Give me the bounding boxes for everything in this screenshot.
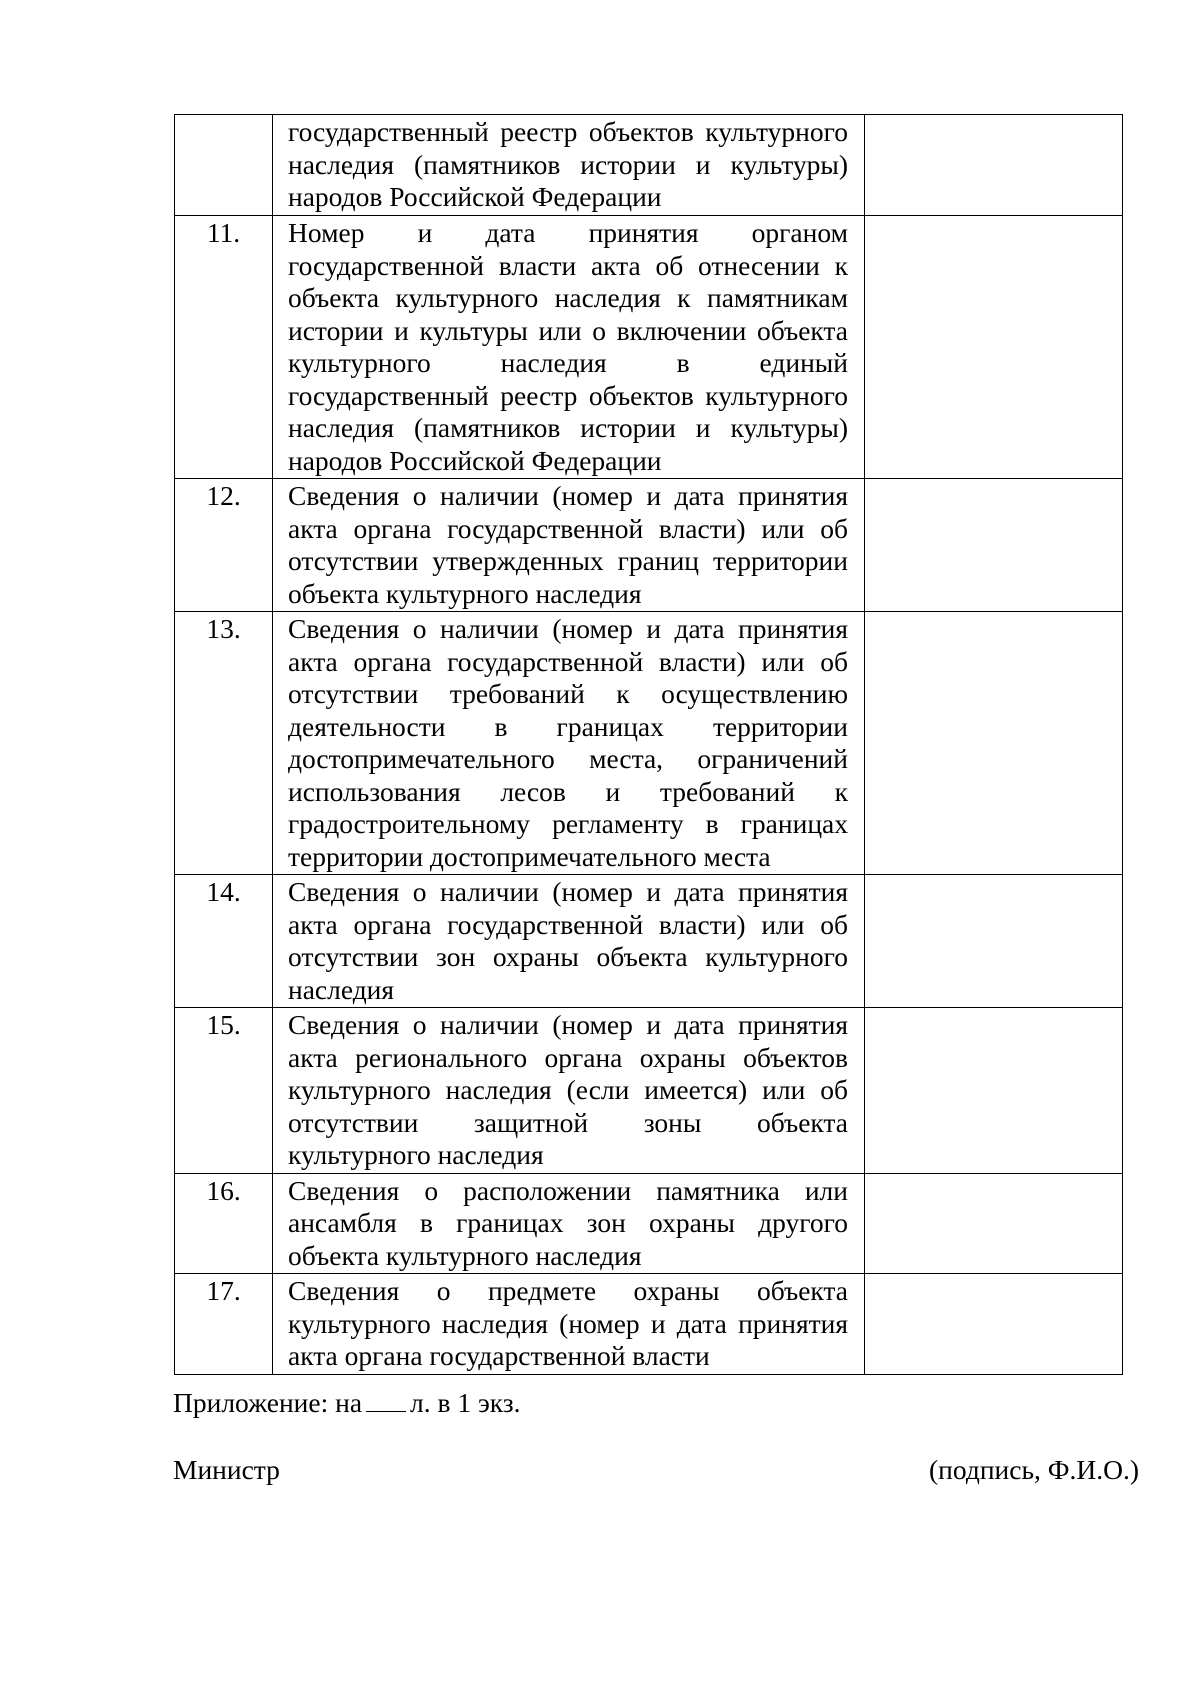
row-number: 17. (206, 1275, 241, 1306)
row-description: Номер и дата принятия органом государственной власти акта об отнесении к объекта культурного наследия к памятникам истории и культуры или о включении объекта культурного наследия в единый государственный реестр объектов культурного наследия (памятников истории и культуры) народов Российской Федерации (273, 216, 865, 479)
row-number: 14. (206, 876, 241, 907)
row-description: Сведения о наличии (номер и дата принятия акта регионального органа охраны объектов культурного наследия (если имеется) или об отсутствии защитной зоны объекта культурного наследия (273, 1008, 865, 1174)
row-number: 13. (206, 613, 241, 644)
row-number: 16. (206, 1174, 241, 1206)
row-number-cell (175, 1173, 273, 1274)
row-value-cell (865, 216, 1123, 479)
row-description: Сведения о наличии (номер и дата принятия акта органа государственной власти) или об отсутствии требований к осуществлению деятельности в границах территории достопримечательного места, ограничений использования лесов и требований к градостроительному регламенту в границах территории достопримечательного места (273, 612, 865, 875)
row-value-cell (865, 1008, 1123, 1174)
row-value-cell (865, 479, 1123, 612)
row-value-cell (865, 612, 1123, 875)
row-number-cell (175, 479, 273, 612)
info-table (174, 114, 1123, 1375)
row-value-cell (865, 1173, 1123, 1274)
row-number-cell (175, 1008, 273, 1174)
row-number: 11. (206, 217, 241, 248)
row-number: 12. (206, 480, 241, 511)
row-value-cell (865, 875, 1123, 1008)
row-description: государственный реестр объектов культурного наследия (памятников истории и культуры) народов Российской Федерации (273, 115, 865, 216)
row-description: Сведения о наличии (номер и дата принятия акта органа государственной власти) или об отсутствии утвержденных границ территории объекта культурного наследия (273, 479, 865, 612)
appendix-sheet-count-blank (366, 1389, 406, 1412)
row-number: 15. (206, 1009, 241, 1040)
signatory-position: Министр (173, 1454, 280, 1485)
row-number-cell (175, 612, 273, 875)
row-value-cell (865, 1274, 1123, 1375)
appendix-prefix: Приложение: на (173, 1387, 363, 1418)
row-number-cell (175, 875, 273, 1008)
table-row (175, 875, 1123, 1008)
appendix-line (173, 1387, 521, 1419)
table-row (175, 1008, 1123, 1174)
row-number-cell (175, 115, 273, 216)
table-row (175, 612, 1123, 875)
row-number-cell (175, 216, 273, 479)
table-row (175, 115, 1123, 216)
row-description: Сведения о расположении памятника или ансамбля в границах зон охраны другого объекта культурного наследия (273, 1173, 865, 1274)
signature-label: (подпись, Ф.И.О.) (929, 1454, 1139, 1485)
row-number (175, 115, 272, 116)
table-row (175, 1274, 1123, 1375)
table-row (175, 1173, 1123, 1274)
table-row (175, 479, 1123, 612)
row-value-cell (865, 115, 1123, 216)
row-description: Сведения о предмете охраны объекта культурного наследия (номер и дата принятия акта органа государственной власти (273, 1274, 865, 1375)
row-description: Сведения о наличии (номер и дата принятия акта органа государственной власти) или об отсутствии зон охраны объекта культурного наследия (273, 875, 865, 1008)
row-number-cell (175, 1274, 273, 1375)
appendix-suffix: л. в 1 экз. (410, 1387, 521, 1418)
table-row (175, 216, 1123, 479)
